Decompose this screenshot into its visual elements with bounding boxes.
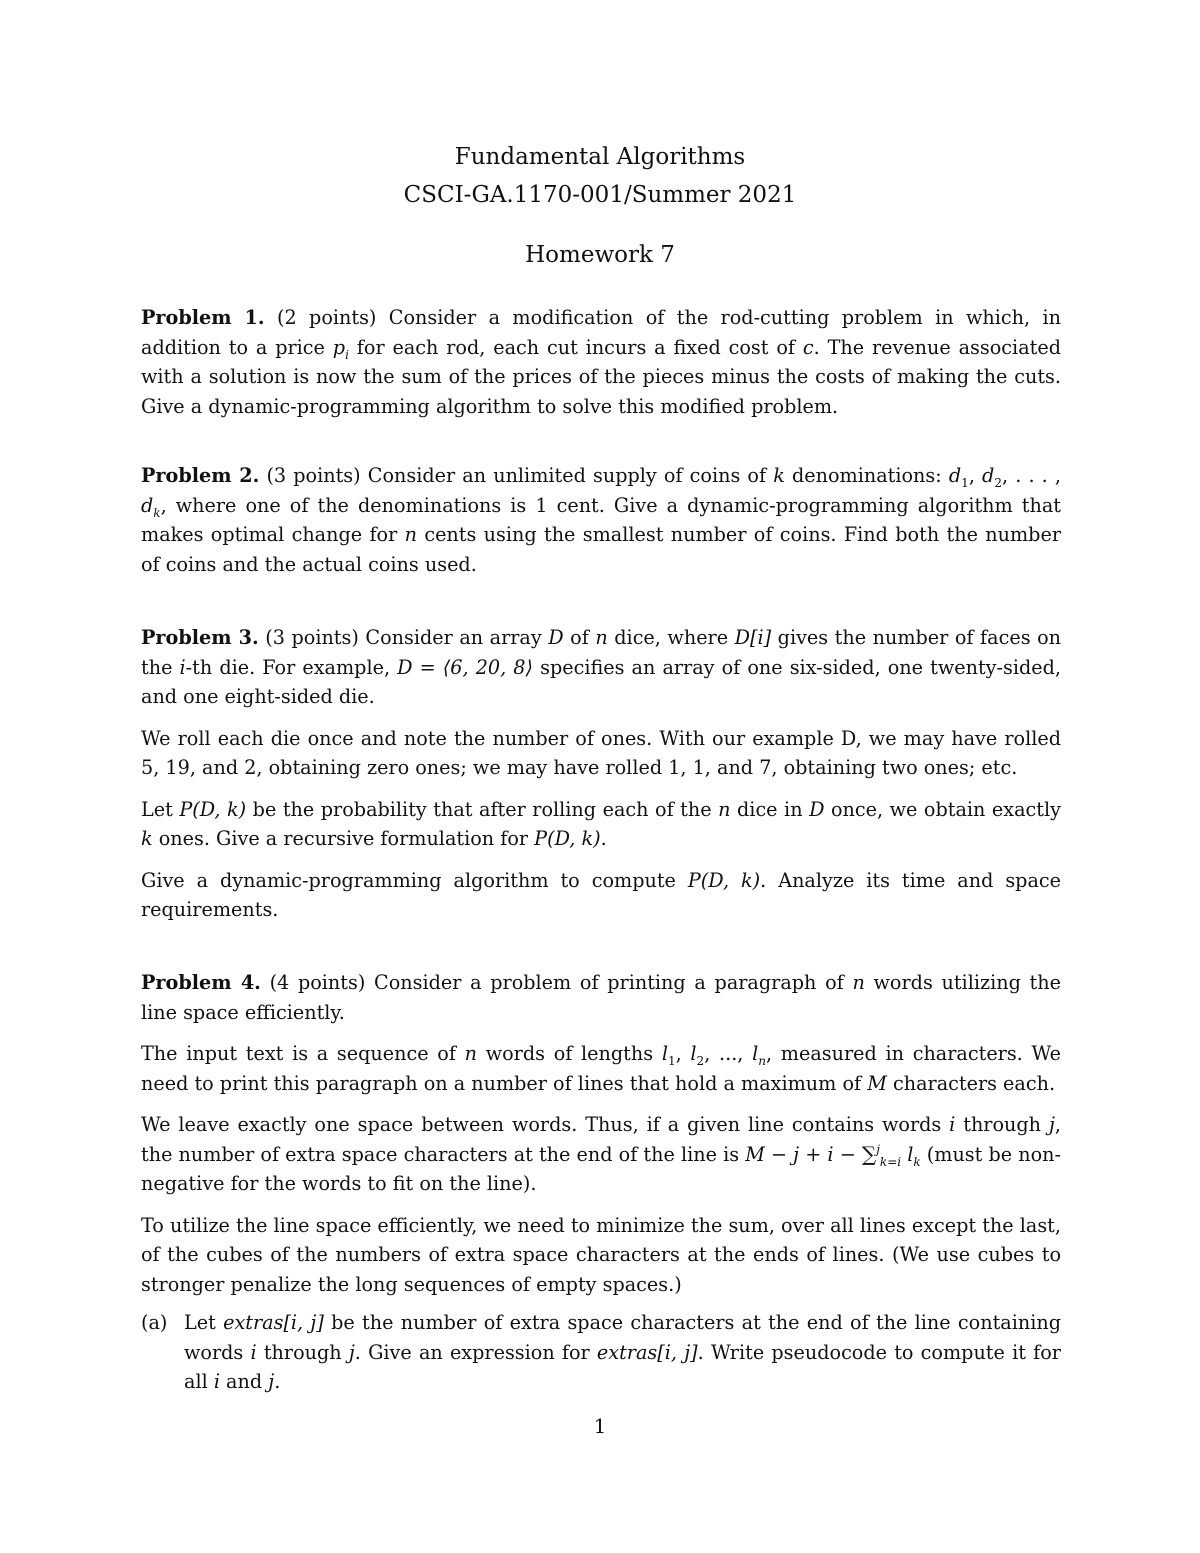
course-section: CSCI-GA.1170-001/Summer 2021 <box>403 182 797 208</box>
problem-3-para-2: We roll each die once and note the number of ones. With our example D, we may have rolled 5, 19, and 2, obtaining zero ones; we may have rolled 1, 1, and 7, obtaining two ones; etc. <box>141 726 1061 779</box>
problem-1-text: Problem 1. (2 points) Consider a modification of the rod-cutting problem in which, in addition to a price $p_i$ for each rod, each cut incurs a fixed cost of c. The revenue associated with a solution is now the sum of the prices of the pieces minus the costs of making the cuts. Give a dynamic-programming algorithm to solve this modified problem. <box>141 306 1061 418</box>
problem-4-para-2: The input text is a sequence of n words of lengths $l_1$, $l_2$, ..., $l_n$, measured in characters. We need to print this paragraph on a number of lines that hold a maximum of M characters each. <box>141 1042 1062 1095</box>
problem-4-para-4: To utilize the line space efficiently, we need to minimize the sum, over all lines except the last, of the cubes of the numbers of extra space characters at the ends of lines. (We use cubes to stronger penalize the long sequences of empty spaces.) <box>141 1213 1061 1296</box>
problem-4-para-3: We leave exactly one space between words. Thus, if a given line contains words i through j, the number of extra space characters at the end of the line is M − j + i − ∑$^j_{k=i}$ $l_k$ (must be non-negative for the words to fit on the line). <box>141 1113 1061 1195</box>
problem-4 <box>141 968 1061 1299</box>
part-a-label: (a) <box>141 1311 168 1334</box>
problem-3-para-3: Let P(D, k) be the probability that after rolling each of the n dice in D once, we obtain exactly k ones. Give a recursive formulation for P(D, k). <box>141 797 1061 850</box>
problem-4-part-a <box>141 1308 1061 1397</box>
problem-3-para-4: Give a dynamic-programming algorithm to compute P(D, k). Analyze its time and space requirements. <box>141 868 1062 921</box>
problem-3 <box>141 623 1061 925</box>
page-number: 1 <box>593 1414 607 1438</box>
problem-4-text: Problem 4. (4 points) Consider a problem of printing a paragraph of n words utilizing the line space efficiently. <box>141 971 1061 1024</box>
problem-3-text: Problem 3. (3 points) Consider an array D of n dice, where D[i] gives the number of faces on the i-th die. For example, D = ⟨6, 20, 8⟩ specifies an array of one six-sided, one twenty-sided, and one eight-sided die. <box>141 626 1062 708</box>
problem-2-text: Problem 2. (3 points) Consider an unlimited supply of coins of k denominations: $d_1$, $d_2$, . . . , $d_k$, where one of the denominations is 1 cent. Give a dynamic-programming algorithm that makes optimal change for n cents using the smallest number of coins. Find both the number of coins and the actual coins used. <box>141 464 1061 576</box>
problem-1 <box>141 303 1061 421</box>
part-a-text: Let extras[i, j] be the number of extra space characters at the end of the line containing words i through j. Give an expression for extras[i, j]. Write pseudocode to compute it for all i and j. <box>184 1311 1061 1393</box>
homework-title: Homework 7 <box>525 242 675 268</box>
course-title: Fundamental Algorithms <box>454 144 746 170</box>
problem-2 <box>141 461 1061 579</box>
